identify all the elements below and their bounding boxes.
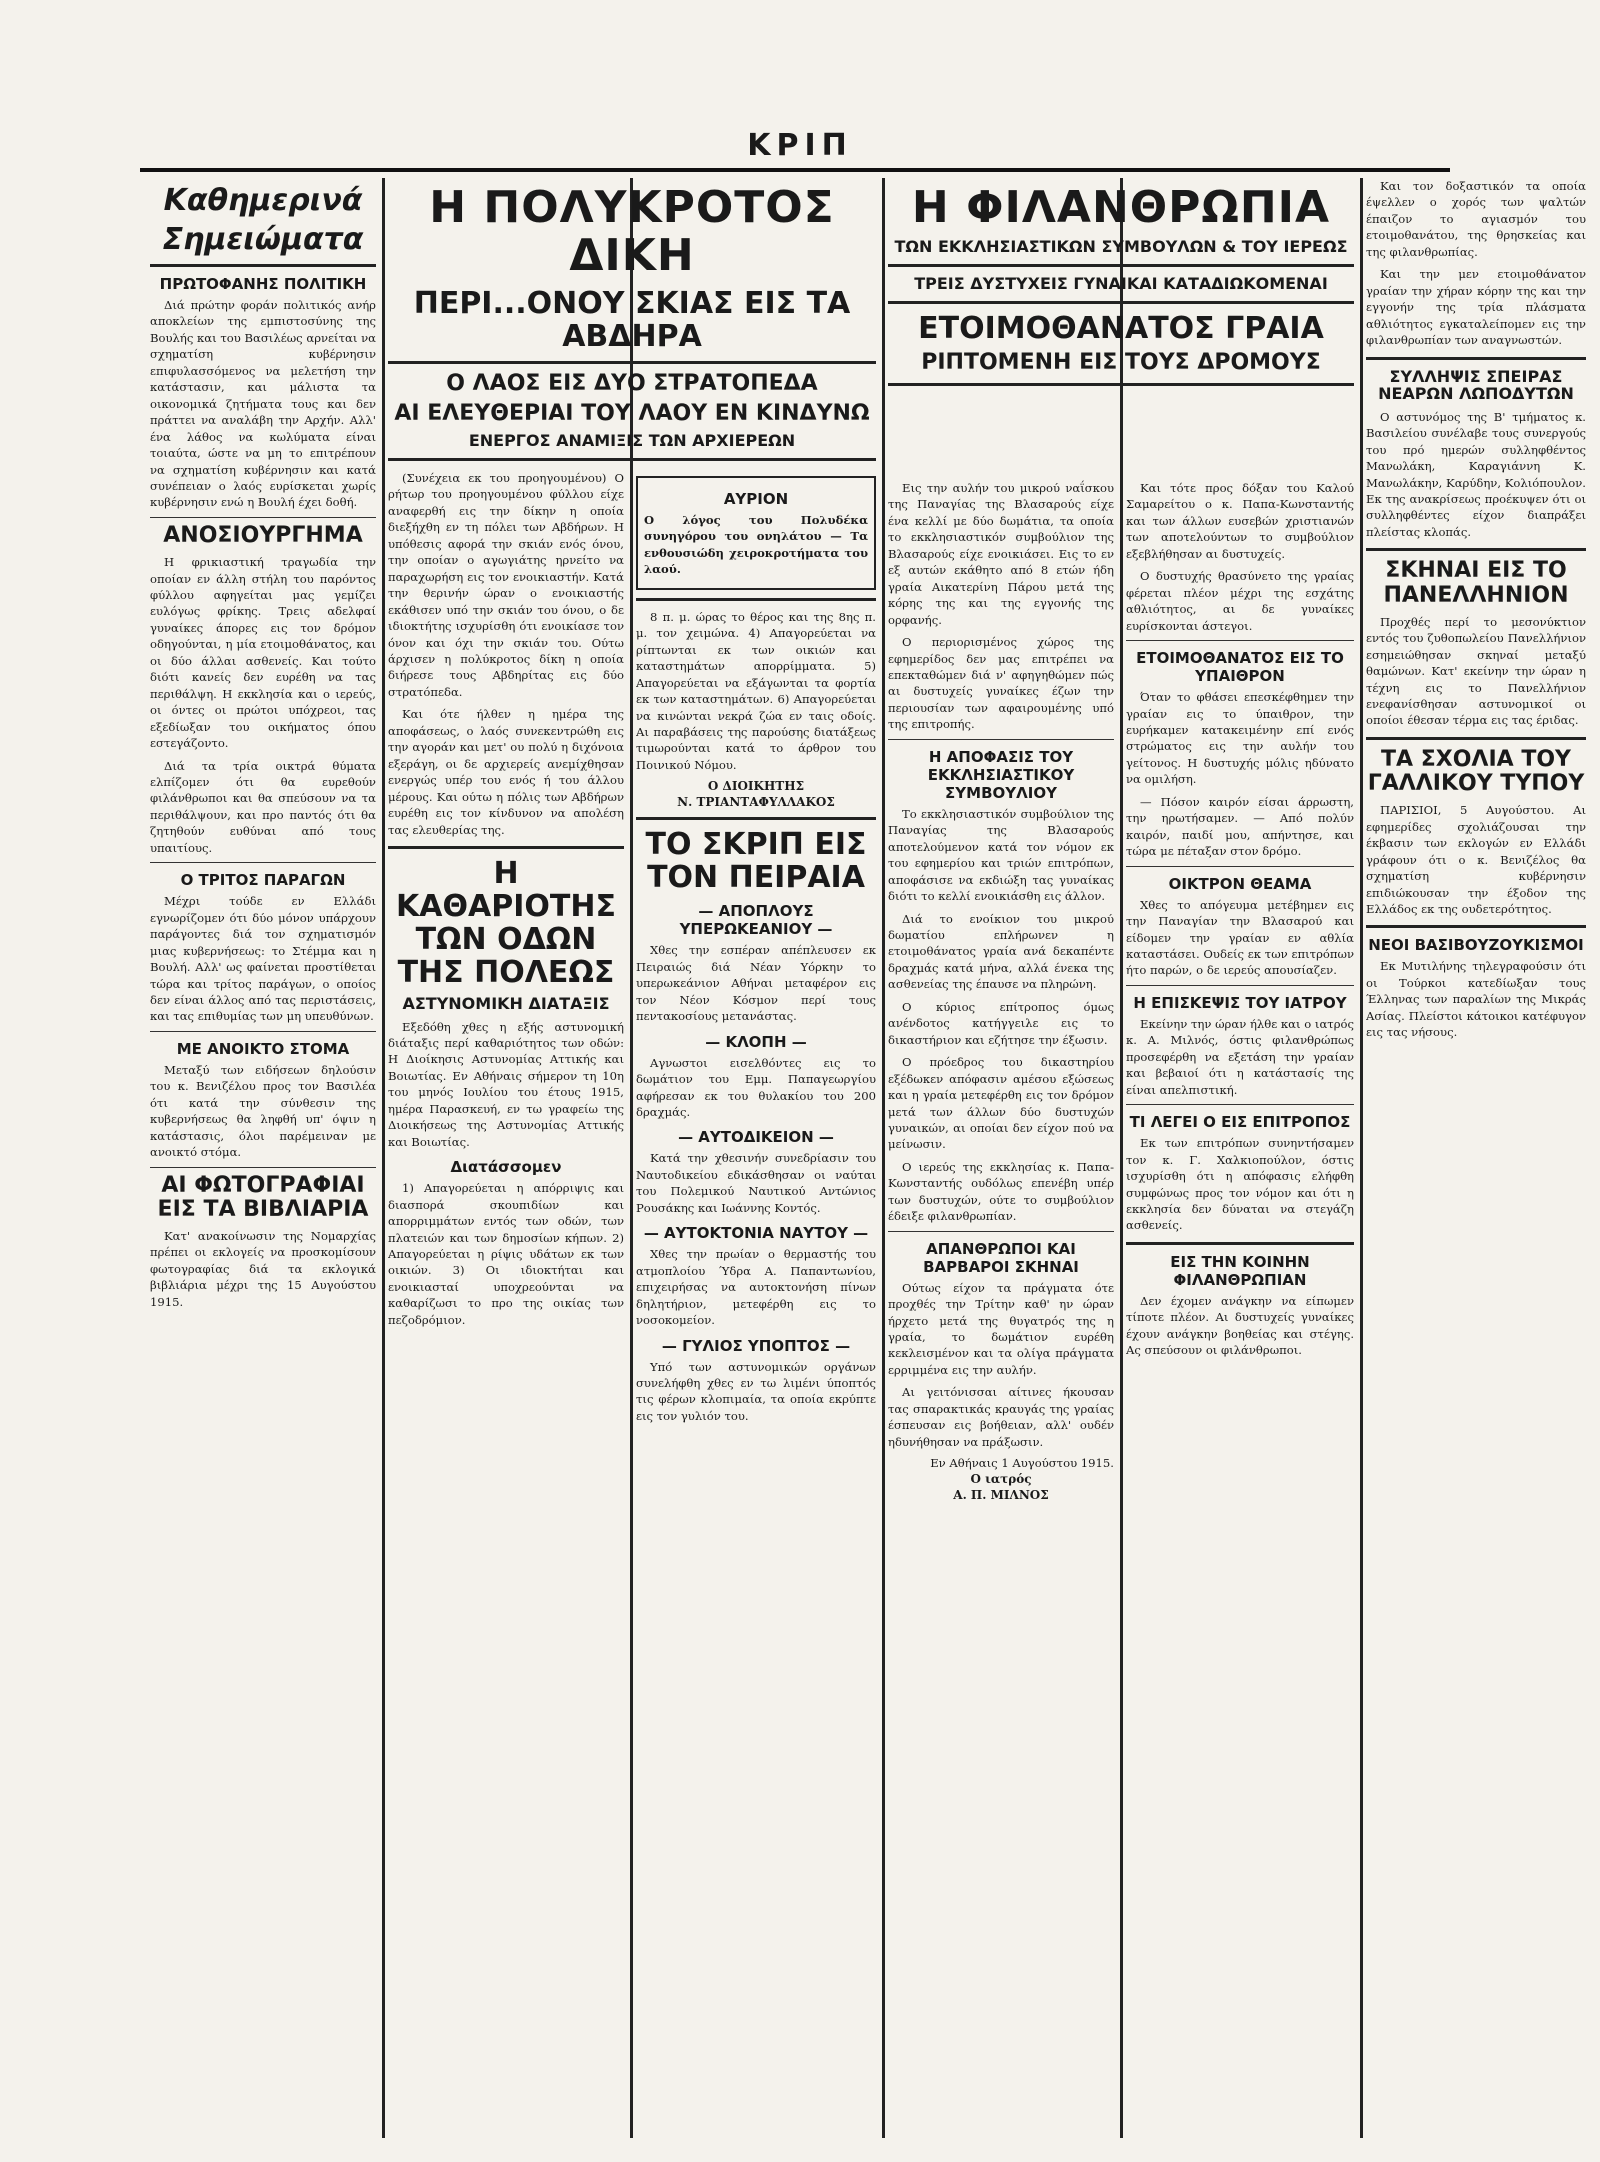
signature: Ν. ΤΡΙΑΝΤΑΦΥΛΛΑΚΟΣ (677, 795, 835, 810)
divider (1366, 925, 1586, 928)
article-text: Μεταξύ των ειδήσεων δηλούσιν του κ. Βενιζέλου προς τον Βασιλέα ότι κατά την σύνθεσιν της κυβερνήσεως θα ληφθή υπ' όψιν η κατάστασις, όλοι παρέμειναν με ανοικτό στόμα. (150, 1062, 376, 1160)
article-title: Ο ΤΡΙΤΟΣ ΠΑΡΑΓΩΝ (180, 871, 346, 890)
article-text: Και την μεν ετοιμοθάνατον γραίαν την χήραν κόρην της και την εγγονήν της τρία πλάσματα αθλιότητος εγκαταλείπομεν εις την φιλανθρωπίαν των αναγνωστών. (1366, 267, 1586, 348)
article-text: Προχθές περί το μεσονύκτιον εντός του ζυθοπωλείου Πανελλήνιον εσημειώθησαν σκηναί μεταξύ θαμώνων. Κατ' εκείνην την ώραν η τέχνη εις το Πανελλήνιον ενεφανίσθησαν αστυνομικοί οι οποίοι έθεσαν τέρμα εις τας έριδας. (1366, 614, 1586, 728)
masthead: ΚΡΙΠ (747, 128, 853, 163)
divider (888, 739, 1114, 740)
article-text: Και τον δοξαστικόν τα οποία έψελλεν ο χορός των ψαλτών έπαιζον το αγιασμόν του ετοιμοθανάτου, της θρησκείας και της φιλανθρωπίας. (1366, 179, 1586, 259)
divider (1126, 1242, 1354, 1245)
divider (1126, 985, 1354, 986)
article-text: Δεν έχομεν ανάγκην να είπωμεν τίποτε πλέον. Αι δυστυχείς γυναίκες έχουν ανάγκην βοηθείας και στέγης. Ας σπεύσουν οι φιλάνθρωποι. (1126, 1293, 1354, 1358)
deck: ΕΝΕΡΓΟΣ ΑΝΑΜΙΞΙΣ ΤΩΝ ΑΡΧΙΕΡΕΩΝ (468, 431, 796, 451)
article-title: ΑΝΟΣΙΟΥΡΓΗΜΑ (163, 522, 363, 548)
divider (1126, 1104, 1354, 1105)
article-text: Χθες την πρωίαν ο θερμαστής του ατμοπλοίου Ύδρα Α. Παπαντωνίου, επιχειρήσας να αυτοκτονήση πίνων δηλητήριον, μετεφέρθη εις το νοσοκομείον. (636, 1247, 876, 1328)
article-title: Η ΚΑΘΑΡΙΟΤΗΣ ΤΩΝ ΟΔΩΝ ΤΗΣ ΠΟΛΕΩΣ (396, 855, 616, 990)
article-text: — Πόσον καιρόν είσαι άρρωστη, την ηρωτήσαμεν. — Από πολύν καιρόν, παιδί μου, απήντησε, και τώρα με πέταξαν στον δρόμο. (1126, 794, 1354, 859)
article-title: ΕΙΣ ΤΗΝ ΚΟΙΝΗΝ ΦΙΛΑΝΘΡΩΠΙΑΝ (1170, 1252, 1310, 1289)
divider (888, 383, 1354, 386)
column-4 (888, 480, 1114, 2138)
article-text: 1) Απαγορεύεται η απόρριψις και διασπορά σκουπιδίων και απορριμμάτων εντός των οδών, των πλατειών και των δημοσίων κήπων. 2) Απαγορεύεται η ρίψις υδάτων εκ των οικιών. 3) Οι ιδιοκτήται και ενοικιασταί υποχρεούνται να καθαρίζωσι το προ της οικίας των πεζοδρόμιον. (388, 1181, 624, 1327)
notice-box (636, 476, 876, 590)
article-title: ΤΟ ΣΚΡΙΠ ΕΙΣ ΤΟΝ ΠΕΙΡΑΙΑ (645, 827, 867, 896)
divider (636, 598, 876, 601)
article-text: Όταν το φθάσει επεσκέφθημεν την γραίαν εις το ύπαιθρον, την ευρήκαμεν κατακειμένην επί ενός στρώματος εις την αυλήν του γείτονος. Η δυστυχής μόλις ηδύνατο να ομιλήση. (1126, 690, 1354, 787)
notice-text: Ο λόγος του Πολυδέκα συνηγόρου του ονηλάτου — Τα ενθουσιώδη χειροκροτήματα του λαού. (644, 513, 868, 577)
divider (388, 846, 624, 849)
article-text: Αι γειτόνισσαι αίτινες ήκουσαν τας σπαρακτικάς κραυγάς της γραίας έσπευσαν εις βοήθειαν, αλλ' ουδέν ηδυνήθησαν να πράξωσιν. (888, 1385, 1114, 1449)
article-text: Εις την αυλήν του μικρού ναΐσκου της Παναγίας της Βλασαρούς είχε ένα κελλί με δύο δωμάτια, τα οποία το εκκλησιαστικόν συμβούλιον της Βλασαρούς είχε ενοικιάσει. Εις το εν εξ αυτών εκάθητο από 8 ετών ήδη γραία Αικατερίνη Πάρου μετά της κόρης της και της εγγονής της ορφανής. (888, 481, 1114, 627)
article-title: ΤΙ ΛΕΓΕΙ Ο ΕΙΣ ΕΠΙΤΡΟΠΟΣ (1129, 1113, 1351, 1132)
article-subtitle: — ΑΥΤΟΔΙΚΕΙΟΝ — (678, 1128, 834, 1147)
article-text: Κατά την χθεσινήν συνεδρίασιν του Ναυτοδικείου εδικάσθησαν οι ναύται του Πολεμικού Ναυτικού Αντώνιος Ρουσάκης και Ιωάννης Κοντός. (636, 1151, 876, 1215)
article-title: Η ΕΠΙΣΚΕΨΙΣ ΤΟΥ ΙΑΤΡΟΥ (1133, 993, 1347, 1012)
article-text: (Συνέχεια εκ του προηγουμένου) Ο ρήτωρ του προηγουμένου φύλλου είχε αναφερθή εις την δίκην η οποία διεξήχθη εν τη πόλει των Αβδήρων. Η υπόθεσις αφορά την σκιάν ενός όνου, την οποίαν ο αγωγιάτης ηρνείτο να παραχωρήση εις τον ενοικιαστήν. Κατά την θερινήν ώραν ο ενοικιαστής εκάθισεν υπό την σκιάν του όνου, ο δε ιδιοκτήτης ισχυρίσθη ότι ενοικίασε τον όνον και όχι την σκιάν του. Ούτω άρχισεν η πολύκροτος δίκη η οποία διήρεσε τους Αβδηρίτας εις δύο στρατόπεδα. (388, 471, 624, 699)
article-text: Υπό των αστυνομικών οργάνων συνελήφθη χθες εν τω λιμένι ύποπτός τις φέρων κλοπιμαία, τα οποία εκρύπτε εις τον γυλιόν του. (636, 1359, 876, 1423)
divider (150, 1167, 376, 1168)
article-text: Εξεδόθη χθες η εξής αστυνομική διάταξις περί καθαριότητος των οδών: Η Διοίκησις Αστυνομίας Αττικής και Βοιωτίας. Εν Αθήναις σήμερον τη 10η του μηνός Ιουλίου του έτους 1915, ημέρα Παρασκευή, εν τω γραφείω της Διοικήσεως της Αστυνομίας Αττικής και Βοιωτίας. (388, 1019, 624, 1149)
article-title: ΜΕ ΑΝΟΙΚΤΟ ΣΤΟΜΑ (176, 1039, 350, 1058)
article-title: Η ΑΠΟΦΑΣΙΣ ΤΟΥ ΕΚΚΛΗΣΙΑΣΤΙΚΟΥ ΣΥΜΒΟΥΛΙΟΥ (927, 747, 1075, 802)
article-text: Διά το ενοίκιον του μικρού δωματίου επλήρωνεν η ετοιμοθάνατος γραία ανά δεκαπέντε δραχμάς κατά μήνα, αλλά ένεκα της ασθενείας της έπαυσε να πληρώνη. (888, 911, 1114, 992)
deck: ΕΤΟΙΜΟΘΑΝΑΤΟΣ ΓΡΑΙΑ (918, 310, 1324, 346)
column-rule (1360, 178, 1363, 2138)
article-text: Ο αστυνόμος της Β' τμήματος κ. Βασιλείου συνέλαβε τους συνεργούς του πρό ημερών συλληφθέντος Μανωλάκη, Καραγιάννη Κ. Μανωλάκην, Καρύδην, Κολιόπουλον. Εκ της ανακρίσεως προέκυψεν ότι οι συλληφθέντες είχον διαπράξει πλείστας κλοπάς. (1366, 409, 1586, 539)
notice-title: ΑΥΡΙΟΝ (723, 490, 789, 508)
signature: Α. Π. ΜΙΛΝΟΣ (953, 1488, 1049, 1503)
article-text: Κατ' ανακοίνωσιν της Νομαρχίας πρέπει οι εκλογείς να προσκομίσουν φωτογραφίας διά τα εκλογικά βιβλιάρια μέχρι της 15 Αυγούστου 1915. (150, 1228, 376, 1309)
signature: Ο ιατρός (970, 1472, 1032, 1487)
divider (888, 301, 1354, 304)
divider (1366, 548, 1586, 551)
article-text: Χθες την εσπέραν απέπλευσεν εκ Πειραιώς διά Νέαν Υόρκην το υπερωκεάνιον Αθήναι μεταφέρον εις τον Νέον Κόσμον περί τους πεντακοσίους μετανάστας. (636, 943, 876, 1024)
article-text: Χθες το απόγευμα μετέβημεν εις την Παναγίαν την Βλασαρού και είδομεν την γραίαν εν αθλία καταστάσει. Ουδείς εκ των επιτρόπων ήτο παρών, ο δε ιερεύς απουσίαζεν. (1126, 897, 1354, 978)
deck: ΡΙΠΤΟΜΕΝΗ ΕΙΣ ΤΟΥΣ ΔΡΟΜΟΥΣ (921, 349, 1321, 375)
signature: Ο ΔΙΟΙΚΗΤΗΣ (707, 779, 805, 794)
article-title: ΣΥΛΛΗΨΙΣ ΣΠΕΙΡΑΣ ΝΕΑΡΩΝ ΛΩΠΟΔΥΤΩΝ (1378, 366, 1574, 404)
divider (388, 361, 876, 364)
article-subtitle: Διατάσσομεν (450, 1158, 562, 1177)
column-rule (882, 178, 885, 2138)
article-text: Ο δυστυχής θρασύνετο της γραίας φέρεται πλέον μέχρι της εσχάτης αθλιότητος, αι δε γυναίκες ευρίσκονται άστεγοι. (1126, 569, 1354, 633)
article-subtitle: ΑΣΤΥΝΟΜΙΚΗ ΔΙΑΤΑΞΙΣ (402, 993, 610, 1013)
article-subtitle: — ΑΠΟΠΛΟΥΣ ΥΠΕΡΩΚΕΑΝΙΟΥ — (679, 902, 833, 939)
deck: Ο ΛΑΟΣ ΕΙΣ ΔΥΟ ΣΤΡΑΤΟΠΕΔΑ (446, 370, 818, 396)
article-text: Και ότε ήλθεν η ημέρα της αποφάσεως, ο λαός συνεκεντρώθη εις την αγοράν και μετ' ου πολύ η διχόνοια εξεράγη, οι δε αρχιερείς ανεμίχθησαν ενεργώς υπέρ του ενός ή του άλλου μέρους. Και ούτω η πόλις των Αβδήρων ευρέθη εις τον κίνδυνον να απολέση τας ελευθερίας της. (388, 707, 624, 837)
divider (1366, 357, 1586, 360)
article-title: ΟΙΚΤΡΟΝ ΘΕΑΜΑ (1168, 874, 1312, 893)
article-title: ΕΤΟΙΜΟΘΑΝΑΤΟΣ ΕΙΣ ΤΟ ΥΠΑΙΘΡΟΝ (1136, 649, 1344, 686)
column-6 (1366, 178, 1586, 2138)
divider (150, 264, 376, 267)
article-text: Μέχρι τούδε εν Ελλάδι εγνωρίζομεν ότι δύο μόνον υπάρχουν παράγοντες διά τον σχηματισμόν μιας κυβερνήσεως: το Στέμμα και η Βουλή. Αλλ' ως φαίνεται προστίθεται τώρα και τρίτος παράγων, ο οποίος δεν είναι άλλος από τας περιστάσεις, και τας επιθυμίας των μη υπευθύνων. (150, 894, 376, 1024)
article-text: Εκ των επιτρόπων συνηντήσαμεν τον κ. Γ. Χαλκιοπούλον, όστις ισχυρίσθη ότι η απόφασις ελήφθη συμφώνως προς τον νόμον και ότι η εκκλησία δεν δύναται να στεγάζη ασθενείς. (1126, 1136, 1354, 1233)
article-text: ΠΑΡΙΣΙΟΙ, 5 Αυγούστου. Αι εφημερίδες σχολιάζουσαι την έκβασιν των εκλογών εν Ελλάδι γράφουν ότι ο κ. Βενιζέλος θα σχηματίση κυβέρνησιν επιδιώκουσαν την έξοδον της Ελλάδος εκ της ουδετερότητος. (1366, 803, 1586, 916)
headline: Η ΠΟΛΥΚΡΟΤΟΣ ΔΙΚΗ (429, 182, 835, 282)
dateline: Εν Αθήναις 1 Αυγούστου 1915. (930, 1456, 1114, 1471)
article-text: Και τότε προς δόξαν του Καλού Σαμαρείτου ο κ. Παπα-Κωνσταντής και των άλλων ευσεβών χριστιανών των αποτελούντων το συμβούλιον εξεβλήθησαν αι δυστυχείς. (1126, 481, 1354, 561)
article-subtitle: — ΚΛΟΠΗ — (705, 1032, 807, 1051)
divider (150, 862, 376, 863)
article-title: ΝΕΟΙ ΒΑΣΙΒΟΥΖΟΥΚΙΣΜΟΙ (1368, 936, 1584, 955)
column-2 (388, 470, 624, 2138)
column-5 (1126, 480, 1354, 2138)
article-title: ΑΠΑΝΘΡΩΠΟΙ ΚΑΙ ΒΑΡΒΑΡΟΙ ΣΚΗΝΑΙ (923, 1239, 1079, 1276)
subheadline: ΠΕΡΙ...ΟΝΟΥ ΣΚΙΑΣ ΕΙΣ ΤΑ ΑΒΔΗΡΑ (413, 285, 851, 354)
article-text: Το εκκλησιαστικόν συμβούλιον της Παναγίας της Βλασαρούς αποτελούμενον κατά τον νόμον εκ του εφημερίου και τριών επιτρόπων, αποφάσισε να εκδιώξη τας γυναίκας διότι το κελλί ενοικιάσθη εις άλλον. (888, 806, 1114, 904)
column-rule (382, 178, 385, 2138)
article-subtitle: — ΓΥΛΙΟΣ ΥΠΟΠΤΟΣ — (661, 1336, 851, 1355)
divider (1126, 866, 1354, 867)
deck: ΤΡΕΙΣ ΔΥΣΤΥΧΕΙΣ ΓΥΝΑΙΚΑΙ ΚΑΤΑΔΙΩΚΟΜΕΝΑΙ (914, 273, 1328, 293)
divider (636, 817, 876, 820)
story-filanthropia (888, 178, 1354, 478)
divider (388, 458, 876, 461)
article-text: 8 π. μ. ώρας το θέρος και της 8ης π. μ. τον χειμώνα. 4) Απαγορεύεται να ρίπτωνται εκ των οικιών και καταστημάτων απορρίμματα. 5) Απαγορεύεται να εξάγωνται τα φορτία εκ των καταστημάτων. 6) Απαγορεύεται να κινώνται νεκρά ζώα εν ταις οδοίς. Αι παραβάσεις της παρούσης διατάξεως τιμωρούνται κατά το άρθρον του Ποινικού Νόμου. (636, 609, 876, 772)
article-title: ΠΡΩΤΟΦΑΝΗΣ ΠΟΛΙΤΙΚΗ (159, 275, 367, 293)
divider (1366, 737, 1586, 740)
masthead-rule (140, 168, 1450, 172)
column-1 (150, 178, 376, 2138)
divider (888, 264, 1354, 267)
article-text: Ο πρόεδρος του δικαστηρίου εξέδωκεν απόφασιν αμέσου εξώσεως και η γραία μετεφέρθη εις τον δρόμον μετά των άλλων δύο δυστυχών γυναικών, αι οποίαι δεν είχον πού να μείνωσιν. (888, 1055, 1114, 1152)
deck: ΑΙ ΕΛΕΥΘΕΡΙΑΙ ΤΟΥ ΛΑΟΥ ΕΝ ΚΙΝΔΥΝΩ (394, 400, 870, 426)
article-title: ΤΑ ΣΧΟΛΙΑ ΤΟΥ ΓΑΛΛΙΚΟΥ ΤΥΠΟΥ (1367, 746, 1585, 797)
section-heading: Καθημερινά (163, 183, 363, 218)
article-text: Ο περιορισμένος χώρος της εφημερίδος δεν μας επιτρέπει να επεκταθώμεν διά ν' αφηγηθώμεν πώς αι δυστυχείς γυναίκες έζων την περιουσίαν των αφαιρουμένης υπό της επιτροπής. (888, 635, 1114, 732)
article-text: Αγνωστοι εισελθόντες εις το δωμάτιον του Εμμ. Παπαγεωργίου αφήρεσαν εκ του θυλακίου του 200 δραχμάς. (636, 1055, 876, 1119)
column-3 (636, 470, 876, 2138)
divider (1126, 640, 1354, 641)
subheadline: ΤΩΝ ΕΚΚΛΗΣΙΑΣΤΙΚΩΝ ΣΥΜΒΟΥΛΩΝ & ΤΟΥ ΙΕΡΕΩΣ (894, 237, 1348, 257)
divider (150, 1031, 376, 1032)
article-text: Ούτως είχον τα πράγματα ότε προχθές την Τρίτην καθ' ην ώραν ήρχετο μετά της θυγατρός της η γραία, το δωμάτιον ευρέθη κεκλεισμένον και τα ολίγα πράγματα ερριμμένα εις την αυλήν. (888, 1280, 1114, 1377)
article-title: ΣΚΗΝΑΙ ΕΙΣ ΤΟ ΠΑΝΕΛΛΗΝΙΟΝ (1383, 558, 1569, 608)
article-text: Διά τα τρία οικτρά θύματα ελπίζομεν ότι θα ευρεθούν φιλάνθρωποι και θα σπεύσουν να τα περιθάλψουν, και προ παντός ότι θα ζητηθούν ευθύναι από τους υπαιτίους. (150, 758, 376, 855)
section-heading: Σημειώματα (162, 222, 364, 257)
headline: Η ΦΙΛΑΝΘΡΩΠΙΑ (911, 182, 1331, 233)
article-title: ΑΙ ΦΩΤΟΓΡΑΦΙΑΙ ΕΙΣ ΤΑ ΒΙΒΛΙΑΡΙΑ (157, 1172, 369, 1222)
article-text: Εκείνην την ώραν ήλθε και ο ιατρός κ. Α. Μιλνός, όστις φιλανθρώπως προσεφέρθη να εξετάση την γραίαν και βεβαιοί ότι η κατάστασίς της είναι απελπιστική. (1126, 1016, 1354, 1097)
article-text: Ο ιερεύς της εκκλησίας κ. Παπα-Κωνσταντής ουδόλως επενέβη υπέρ των δυστυχών, ούτε το συμβούλιον έδειξε φιλανθρωπίαν. (888, 1159, 1114, 1224)
divider (888, 1231, 1114, 1232)
article-subtitle: — ΑΥΤΟΚΤΟΝΙΑ ΝΑΥΤΟΥ — (643, 1224, 869, 1243)
article-text: Διά πρώτην φοράν πολιτικός ανήρ αποκλείων της εμπιστοσύνης της Βουλής και του Βασιλέως αρνείται να σχηματίση κυβέρνησιν επιφυλασσόμενος να μελετήση την κατάστασιν, και μάλιστα τα οικονομικά ζητήματα τους και δεν πράττει να αναλάβη την Αρχήν. Αλλ' ένα λάθος να κωλύματα είναι τοιαύτα, ώστε να μη το επιτρέπουν να σχηματίση κυβέρνησιν και κατά συνέπειαν ο λαός ευρίσκεται χωρίς κυβέρνησιν ενώ η Βουλή έχει δοθή. (150, 298, 376, 510)
article-text: Ο κύριος επίτροπος όμως ανένδοτος κατήγγειλε εις το δικαστήριον και εζήτησε την έξωσιν. (888, 999, 1114, 1047)
article-text: Η φρικιαστική τραγωδία την οποίαν εν άλλη στήλη του παρόντος φύλλου αφηγείται μας γεμίζει ευλόγως φρίκης. Τρεις αδελφαί γυναίκες άπορες εις τον δρόμον οδηγούνται, η μία ετοιμοθάνατος, και οι δύο άλλαι ασθενείς. Και τούτο διότι κανείς δεν ευρέθη να τας περιθάλψη. Η εκκλησία και ο ιερεύς, οι όντες οι πρώτοι υπόχρεοι, τας εξεδίωξαν του οικήματος όπου εστεγάζοντο. (150, 555, 376, 751)
divider (150, 517, 376, 518)
article-text: Εκ Μυτιλήνης τηλεγραφούσιν ότι οι Τούρκοι κατεδίωξαν τους Έλληνας των παραλίων της Μικράς Ασίας. Πλείστοι κάτοικοι κατέφυγον εις τας νήσους. (1366, 959, 1586, 1040)
